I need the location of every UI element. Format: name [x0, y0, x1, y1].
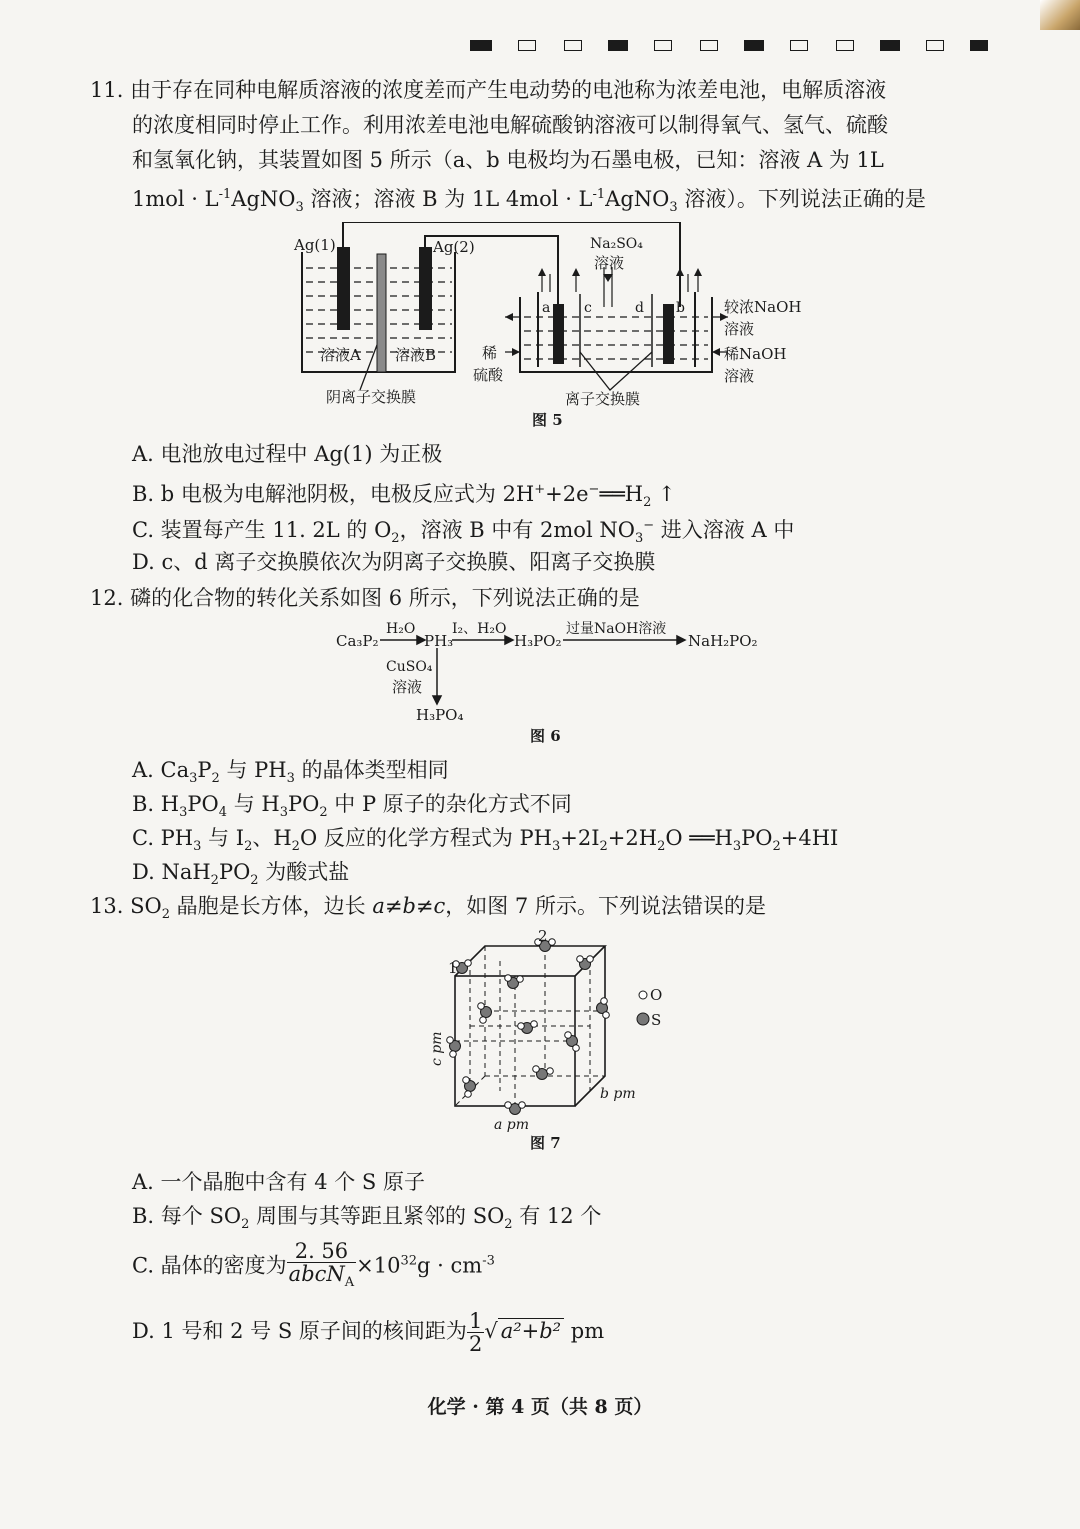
- label-cuso4-solution: 溶液: [392, 678, 423, 696]
- mark-filled: [744, 40, 764, 51]
- label-h3po4: H₃PO₄: [416, 706, 464, 724]
- electrode-ag1: [337, 247, 350, 330]
- s-atoms: [447, 939, 610, 1115]
- mark-filled: [608, 40, 628, 51]
- q11-line3: 和氢氧化钠，其装置如图 5 所示（a、b 电极均为石墨电极，已知：溶液 A 为 1L: [132, 148, 884, 172]
- legend-o: O: [650, 986, 663, 1004]
- label-anion-membrane: 阴离子交换膜: [326, 388, 417, 406]
- label-solution-a: 溶液A: [320, 346, 361, 364]
- label-electrode-a: a: [542, 300, 551, 316]
- label-dilute-naoh: 稀NaOH: [724, 345, 787, 363]
- figure-7-crystal-cell: [420, 926, 680, 1156]
- q11-line1: 11. 由于存在同种电解质溶液的浓度差而产生电动势的电池称为浓差电池，电解质溶液: [90, 78, 887, 102]
- legend-s-icon: [637, 1013, 649, 1025]
- header-marks: [470, 40, 990, 54]
- electrode-ag2: [419, 247, 432, 330]
- q11-option-d: D. c、d 离子交换膜依次为阴离子交换膜、阳离子交换膜: [132, 550, 656, 574]
- figure-6-reaction-scheme: [330, 616, 770, 746]
- label-i2-h2o: I₂、H₂O: [452, 621, 507, 637]
- mark-hollow: [518, 40, 536, 51]
- label-ag2: Ag(2): [433, 238, 475, 256]
- figure-7-caption: 图 7: [530, 1134, 561, 1152]
- legend-s: S: [651, 1011, 662, 1029]
- q13-option-d: D. 1 号和 2 号 S 原子间的核间距为 $\frac{1}{2}$ √ a²+b² pm: [132, 1309, 605, 1356]
- figure-5-caption: 图 5: [532, 411, 563, 429]
- label-sulfuric-acid: 硫酸: [473, 366, 504, 384]
- q12-option-a: A. $Ca_3P_2$ 与 $PH_3$ 的晶体类型相同: [132, 758, 449, 787]
- electrode-b: [663, 304, 674, 364]
- q12-option-c: C. $PH_3$ 与 $I_2$、$H_2O$ 反应的化学方程式为 $PH_3+2I_2+2H_2O$ $══H_3PO_2+4HI$: [132, 826, 839, 855]
- density-fraction: $\frac{2. 56}{abcN_A}$: [288, 1239, 355, 1291]
- q12-stem: 12. 磷的化合物的转化关系如图 6 所示，下列说法正确的是: [90, 586, 640, 610]
- wire-ag1-to-b: [343, 222, 680, 307]
- label-conc-naoh: 较浓NaOH: [724, 298, 802, 316]
- electrode-a: [553, 304, 564, 364]
- q11-option-a: A. 电池放电过程中 Ag(1) 为正极: [132, 442, 443, 466]
- label-atom-2: 2: [538, 927, 548, 945]
- label-dilute-naoh-solution: 溶液: [724, 367, 755, 385]
- label-dilute: 稀: [482, 344, 498, 362]
- q13-stem: 13. $SO_2$ 晶胞是长方体，边长 a≠b≠c，如图 7 所示。下列说法错误的是: [90, 894, 766, 923]
- mark-hollow: [836, 40, 854, 51]
- label-h3po2: H₃PO₂: [514, 632, 562, 650]
- q11-option-c: C. 装置每产生 11. 2L 的 $O_2$，溶液 B 中有 2mol $NO_3^-$ 进入溶液 A 中: [132, 518, 795, 547]
- legend-o-icon: [639, 991, 647, 999]
- mark-hollow: [654, 40, 672, 51]
- label-a-pm: a pm: [494, 1117, 530, 1133]
- label-cuso4: CuSO₄: [386, 659, 433, 675]
- page-corner-fold: [1040, 0, 1080, 30]
- mark-hollow: [564, 40, 582, 51]
- half-fraction: $\frac{1}{2}$: [468, 1309, 483, 1356]
- q11-line4: $1mol \cdot L^{-1}AgNO_3$ 溶液；溶液 B 为 1L $4mol \cdot L^{-1}AgNO_3$ 溶液）。下列说法正确的是: [132, 187, 926, 216]
- label-na2so4: Na₂SO₄: [590, 236, 643, 252]
- label-nah2po2: NaH₂PO₂: [688, 632, 758, 650]
- label-excess-naoh: 过量NaOH溶液: [566, 621, 667, 637]
- mark-hollow: [700, 40, 718, 51]
- q12-option-b: B. $H_3PO_4$ 与 $H_3PO_2$ 中 P 原子的杂化方式不同: [132, 792, 572, 821]
- label-ca3p2: Ca₃P₂: [336, 632, 379, 650]
- label-ph3: PH₃: [424, 632, 454, 650]
- anion-exchange-membrane: [377, 254, 386, 372]
- label-h2o: H₂O: [386, 621, 416, 637]
- q13-option-b: B. 每个 $SO_2$ 周围与其等距且紧邻的 $SO_2$ 有 12 个: [132, 1204, 602, 1233]
- label-electrode-b: b: [676, 300, 685, 316]
- label-na2so4-solution: 溶液: [594, 254, 625, 272]
- mark-hollow: [926, 40, 944, 51]
- q11-line2: 的浓度相同时停止工作。利用浓差电池电解硫酸钠溶液可以制得氧气、氢气、硫酸: [132, 113, 888, 137]
- label-membrane-c: c: [584, 300, 592, 316]
- mark-filled: [970, 40, 988, 51]
- label-conc-naoh-solution: 溶液: [724, 320, 755, 338]
- q11-option-b: B. b 电极为电解池阴极，电极反应式为 $2H^++2e^-══H_2$ ↑: [132, 482, 676, 511]
- label-membrane-d: d: [635, 300, 644, 316]
- label-b-pm: b pm: [600, 1086, 636, 1102]
- mark-hollow: [790, 40, 808, 51]
- figure-5-electrolysis-diagram: [280, 222, 820, 432]
- q12-option-d: D. $NaH_2PO_2$ 为酸式盐: [132, 860, 350, 889]
- label-solution-b: 溶液B: [395, 346, 437, 364]
- figure-6-caption: 图 6: [530, 727, 561, 745]
- label-atom-1: 1: [448, 959, 458, 977]
- label-ag1: Ag(1): [294, 236, 336, 254]
- mark-filled: [470, 40, 492, 51]
- label-ion-membrane: 离子交换膜: [565, 390, 641, 408]
- label-c-pm: c pm: [429, 1031, 445, 1066]
- page-footer: 化学 · 第 4 页（共 8 页）: [427, 1396, 653, 1418]
- q13-option-c: C. 晶体的密度为 $\frac{2. 56}{abcN_A}$ $\times 10^{32}g \cdot cm^{-3}$: [132, 1240, 495, 1294]
- q13-option-a: A. 一个晶胞中含有 4 个 S 原子: [132, 1170, 425, 1194]
- mark-filled: [880, 40, 900, 51]
